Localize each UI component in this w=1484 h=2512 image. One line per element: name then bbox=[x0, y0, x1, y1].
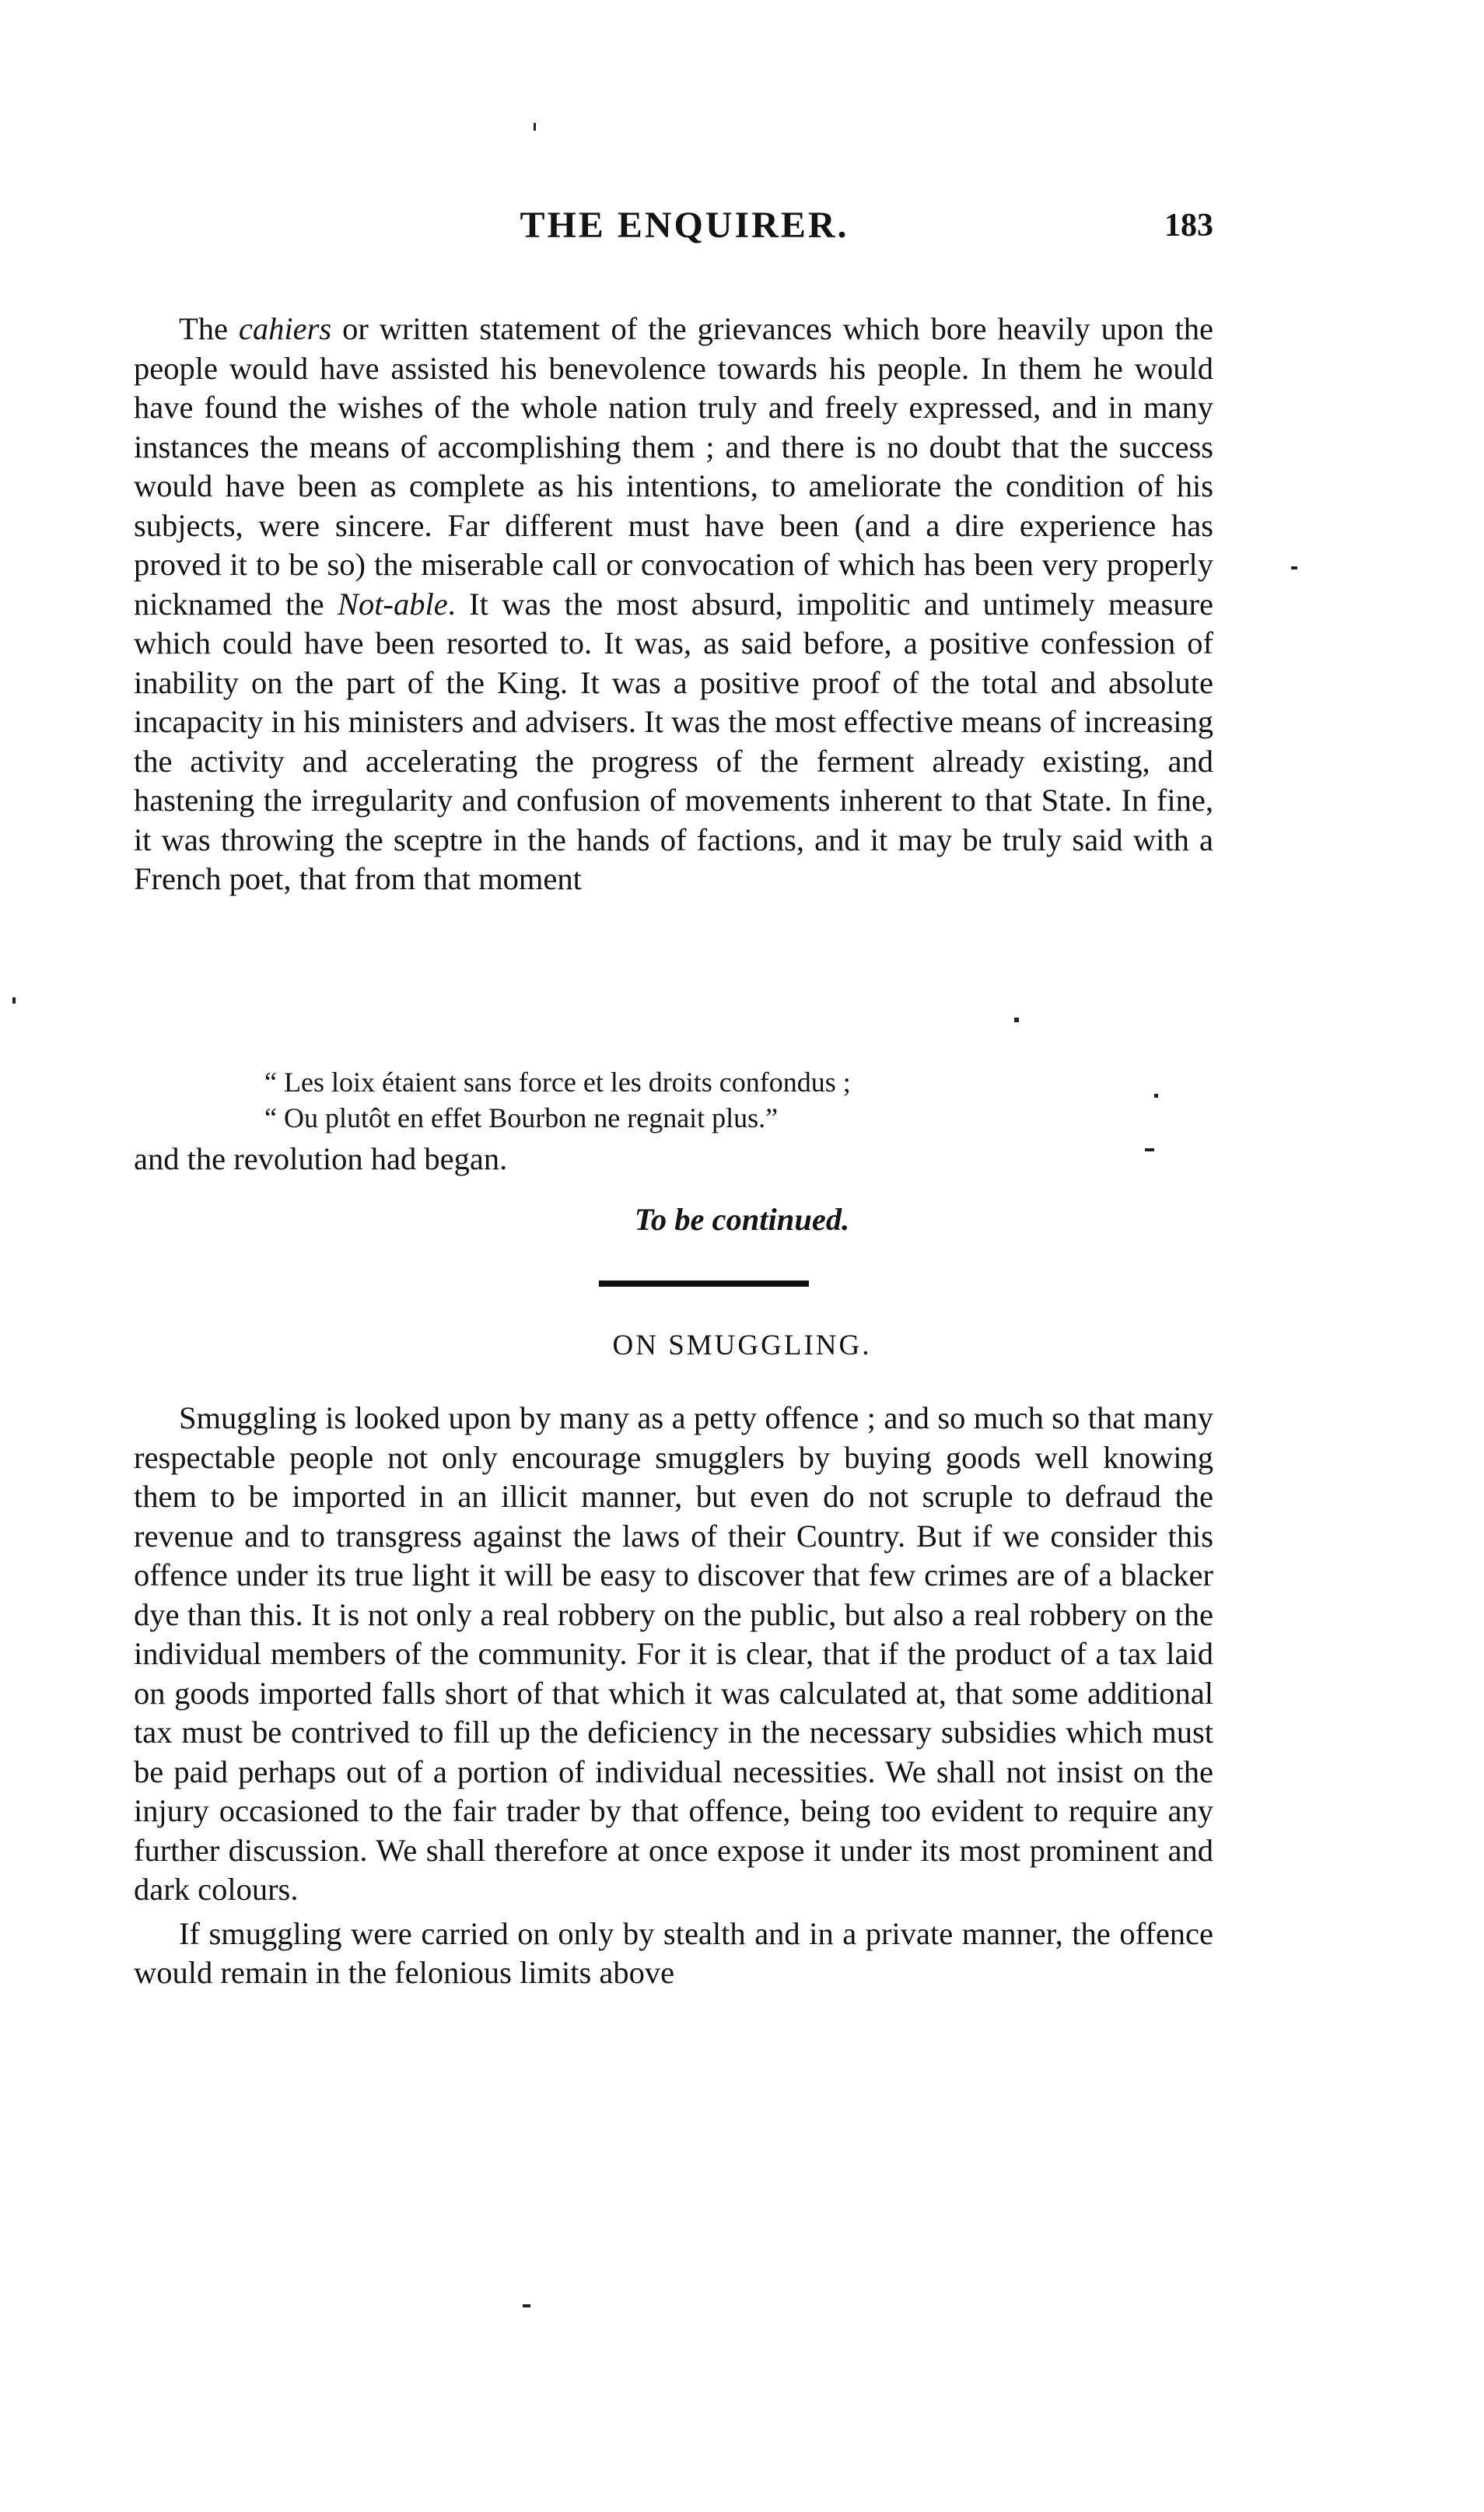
para-text: or written statement of the grievances which bore heavily upon the people would have assisted his benevolence towards his people. In them he would have found the wishes of the whole nation truly and freely expressed, and in many instances the means of accomplishing them ; and there is no doubt that the success would have been as complete as his intentions, to ameliorate the condition of his subjects, were sincere. Far different must have been (and a dire experience has proved it to be so) the miserable call or convocation of which has been very properly nicknamed the bbox=[134, 311, 1213, 622]
page-number: 183 bbox=[1164, 208, 1213, 243]
running-title: THE ENQUIRER. bbox=[520, 205, 849, 246]
smuggling-article bbox=[134, 1399, 1213, 1993]
notable-term: Not-able bbox=[337, 586, 448, 622]
verse-line: “ Les loix étaient sans force et les droits confondus ; bbox=[264, 1067, 851, 1098]
para-prefix: The bbox=[179, 311, 239, 346]
paragraph-smuggling-1: Smuggling is looked upon by many as a petty offence ; and so much so that many respectable people not only encourage smugglers by buying goods well knowing them to be imported in an illicit manner, but even do not scruple to defraud the revenue and to transgress against the laws of their Country. But if we consider this offence under its true light it will be easy to discover that few crimes are of a blacker dye than this. It is not only a real robbery on the public, but also a real robbery on the individual members of the community. For it is clear, that if the product of a tax laid on goods imported falls short of that which it was calculated at, that some additional tax must be contrived to fill up the deficiency in the necessary subsidies which must be paid perhaps out of a portion of individual necessities. We shall not insist on the injury occasioned to the fair trader by that offence, being too evident to require any further discussion. We shall therefore at once expose it under its most prominent and dark colours. bbox=[134, 1400, 1213, 1907]
ink-speck bbox=[534, 123, 536, 131]
verse-line: “ Ou plutôt en effet Bourbon ne regnait plus.” bbox=[264, 1102, 779, 1133]
ink-speck bbox=[1145, 1148, 1154, 1151]
section-heading: ON SMUGGLING. bbox=[612, 1330, 872, 1361]
paragraph-cahiers bbox=[134, 310, 1213, 899]
to-be-continued: To be continued. bbox=[634, 1202, 850, 1237]
closing-line: and the revolution had began. bbox=[134, 1141, 508, 1176]
section-divider bbox=[599, 1281, 809, 1287]
ink-speck bbox=[1291, 566, 1297, 569]
ink-speck bbox=[523, 2304, 530, 2307]
paragraph-smuggling-2: If smuggling were carried on only by stealth and in a private manner, the offence would remain in the felonious limits above bbox=[134, 1915, 1213, 1990]
page-header bbox=[132, 204, 1237, 258]
ink-speck bbox=[1154, 1094, 1158, 1098]
ink-speck bbox=[1014, 1018, 1019, 1022]
para-text-rest: . It was the most absurd, impolitic and untimely measure which could have been resorted to. It was, as said before, a positive confession of inability on the part of the King. It was a positive proof of the total and absolute incapacity in his ministers and advisers. It was the most effective means of increasing the activity and accelerating the progress of the ferment already existing, and hastening the irregularity and confusion of movements inherent to that State. In fine, it was throwing the sceptre in the hands of factions, and it may be truly said with a French poet, that from that moment bbox=[134, 586, 1213, 896]
french-verse-quote bbox=[264, 1064, 1120, 1136]
ink-speck bbox=[12, 997, 16, 1004]
cahiers-term: cahiers bbox=[238, 311, 332, 346]
article-paragraph bbox=[134, 310, 1213, 899]
